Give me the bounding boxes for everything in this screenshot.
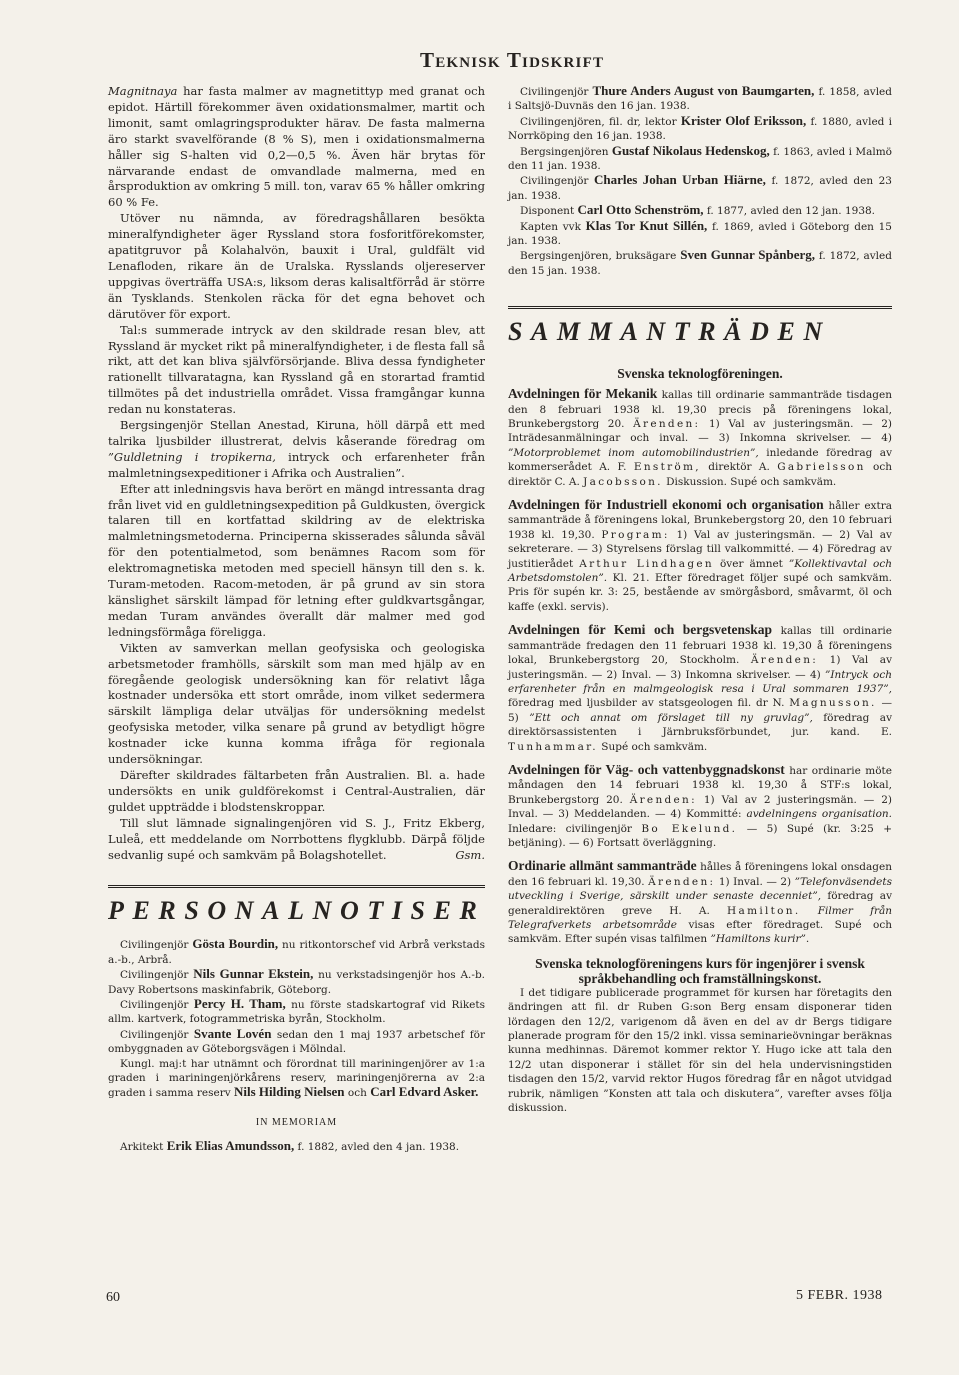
issue-date: 5 FEBR. 1938 [796, 1288, 883, 1303]
paragraph: Vikten av samverkan mellan geofysiska och geologiska arbetsmetoder framhölls, särskilt som man med hjälp av en föregående geologisk undersökning kan för relativt låga kostnader undersöka ett stort område, inom vilket sedermera särskilt lämpliga delar utväljas för undersökning medelst geofysiska metoder, vilka senare på grund av betydligt högre kostnader icke kunna komma ifråga för regionala undersökningar. [108, 640, 485, 767]
meeting-notice-ordinarie: Ordinarie allmänt sammanträde hålles å föreningens lokal onsdagen den 16 februari kl. 19,30. Ärenden: 1) Inval. — 2) ”Telefonväsendets utveckling i Sverige, särskilt under senaste decenniet”, föredrag av generaldirektören greve H. A. Hamilton. Filmer från Telegrafverkets arbetsområde visas efter föredraget. Supé och samkväm. Efter supén visas talfilmen ”Hamiltons kurir”. [508, 858, 892, 946]
obituary-item: Civilingenjör Charles Johan Urban Hiärne, f. 1872, avled den 23 jan. 1938. [508, 172, 892, 202]
meeting-notice-vag-vattenbyggnad: Avdelningen för Väg- och vattenbyggnadskonst har ordinarie möte måndagen den 14 februari 1938 kl. 19,30 å STF:s lokal, Brunkebergstorg 20. Ärenden: 1) Val av 2 justeringsmän. — 2) Inval. — 3) Meddelanden. — 4) Kommitté: avdelningens organisation. Inledare: civilingenjör Bo Ekelund. — 5) Supé (kr. 3:25 + betjäning). — 6) Fortsatt överläggning. [508, 761, 893, 849]
obituary-item: Kapten vvk Klas Tor Knut Sillén, f. 1869, avled i Göteborg den 15 jan. 1938. [508, 217, 892, 248]
author-signature: Gsm. [455, 847, 485, 862]
paragraph: Magnitnaya har fasta malmer av magnetittyp med granat och epidot. Härtill förekommer även oxidationsmalmer, martit och limonit, samt omlagringsprodukter härav. De fasta malmerna äro starkt svavelförande (8 % S), men i oxidationsmalmerna håller sig S-halten vid 0,2—0,5 %. Även här brytas för närvarande endast de omvandlade malmerna, med en årsproduktion av omkring 5 mill. ton, varav 65 % håller omkring 60 % Fe. [108, 84, 485, 210]
journal-masthead: Teknisk Tidskrift [420, 48, 605, 72]
obituary-item: Arkitekt Erik Elias Amundsson, f. 1882, avled den 4 jan. 1938. [120, 1137, 460, 1153]
paragraph: Därefter skildrades fältarbeten från Australien. Bl. a. hade undersökts en unik guldförekomst i Central-Australien, där guldet uppträdde i blodstenskroppar. [108, 767, 485, 814]
obituary-item: Disponent Carl Otto Schenström, f. 1877, avled den 12 jan. 1938. [520, 202, 876, 218]
notice-item: Civilingenjör Gösta Bourdin, nu ritkontorschef vid Arbrå verkstads a.-b., Arbrå. [108, 936, 485, 966]
course-body: I det tidigare publicerade programmet för kursen har företagits den ändringen att fil. dr Ruben G:son Berg ensam disponerar tiden lördagen den 12/2, varigenom då även en del av dr Bergs tidigare planerade program för den 15/2 inkl. vissa seminarieövningar beräknas kunna medhinnas. Däremot kommer rektor Y. Hugo icke att tala den 12/2 utan disponerar i stället för sin del hela undervisningstiden tisdagen den 15/2, varvid rektor Hugos föredrag får en något utvidgad rubrik, nämligen ”Konsten att tala och diskutera”, varefter avses följa diskussion. [508, 986, 892, 1115]
course-heading: Svenska teknologföreningens kurs för ingenjörer i svensk språkbehandling och framställningskonst. [535, 955, 865, 986]
obituary-item: Bergsingenjören Gustaf Nikolaus Hedenskog, f. 1863, avled i Malmö den 11 jan. 1938. [508, 142, 893, 173]
spacer [108, 1131, 485, 1139]
section-title-sammantraden: SAMMANTRÄDEN [508, 306, 892, 348]
paragraph: Till slut lämnade signalingenjören vid S. J., Fritz Ekberg, Luleå, ett meddelande om Norrbottens flygklubb. Därpå följde sedvanlig supé och samkväm på Bolagshotellet. Gsm. [108, 815, 485, 862]
obituary-item: Civilingenjör Thure Anders August von Baumgarten, f. 1858, avled i Saltsjö-Duvnäs den 16 jan. 1938. [508, 83, 892, 113]
paragraph: Bergsingenjör Stellan Anestad, Kiruna, höll därpå ett med talrika ljusbilder illustrerat, delvis kåserande föredrag om ”Guldletning i tropikerna, intryck och erfarenheter från malmletningsexpeditioner i Afrika och Australien”. [108, 418, 486, 480]
section-title-personalnotiser: PERSONALNOTISER [108, 885, 485, 927]
notice-item: Civilingenjör Percy H. Tham, nu förste stadskartograf vid Rikets allm. kartverk, fotogrammetriska byrån, Stockholm. [108, 996, 486, 1026]
paragraph: Efter att inledningsvis hava berört en mängd intressanta drag från livet vid en guldletningsexpedition på Guldkusten, övergick talaren till en kortfattad skildring av de elektriska malmletningsmetoderna. Principerna skisserades sålunda såväl för den potentialmetod, som benämnes Racom som för elektromagnetiska metoden med speciell hänsyn till den s. k. Turam-metoden. Racom-metoden, är på grund av sin stora känslighet särskilt lämpad för letning efter guldkvartsgångar, medan Turam användes överallt där malmer med god ledningsförmåga föreligga. [108, 481, 485, 639]
right-column [508, 84, 892, 1115]
spacer [508, 278, 892, 306]
notice-item: Civilingenjör Nils Gunnar Ekstein, nu verkstadsingenjör hos A.-b. Davy Robertsons maskinfabrik, Göteborg. [108, 966, 486, 996]
notice-item: Kungl. maj:t har utnämnt och förordnat till mariningenjörer av 1:a graden i mariningenjörkårens reserv, mariningenjörerna av 2:a graden i samma reserv Nils Hilding Nielsen och Carl Edvard Asker. [108, 1057, 485, 1100]
meeting-notice-industriell-ekonomi: Avdelningen för Industriell ekonomi och organisation håller extra sammanträde å föreningens lokal, Brunkebergstorg 20, den 10 februari 1938 kl. 19,30. Program: 1) Val av justeringsmän. — 2) Val av sekreterare. — 3) Styrelsens förslag till valkommitté. — 4) Föredrag av justitierådet Arthur Lindhagen över ämnet ”Kollektivavtal och Arbetsdomstolen”. Kl. 21. Efter föredraget följer supé och samkväm. Pris för supén kr. 3: 25, bestående av smörgåsbord, småvarmt, öl och kaffe (exkl. servis). [508, 497, 892, 613]
in-memoriam-heading: IN MEMORIAM [255, 1116, 338, 1128]
spacer [108, 863, 485, 885]
spacer [108, 1101, 485, 1115]
spacer [508, 947, 892, 956]
society-heading: Svenska teknologföreningen. [617, 366, 783, 382]
obituary-item: Bergsingenjören, bruksägare Sven Gunnar Spånberg, f. 1872, avled den 15 jan. 1938. [508, 247, 892, 277]
spacer [508, 348, 892, 366]
meeting-notice-kemi: Avdelningen för Kemi och bergsvetenskap kallas till ordinarie sammanträde fredagen den 11 februari 1938 kl. 19,30 å föreningens lokal, Brunkebergstorg 20, Stockholm. Ärenden: 1) Val av justeringsmän. — 2) Inval. — 3) Inkomna skrivelser. — 4) ”Intryck och erfarenheter från en malmgeologisk resa i Ural sommaren 1937”, föredrag med ljusbilder av statsgeologen fil. dr N. Magnusson. — 5) ”Ett och annat om förslaget till ny gruvlag”, föredrag av direktörsassistenten i Järnbruksförbundet, jur. kand. E. Tunhammar. Supé och samkväm. [508, 622, 893, 753]
page-number: 60 [106, 1290, 120, 1305]
paragraph: Tal:s summerade intryck av den skildrade resan blev, att Ryssland är mycket rikt på mineralfyndigheter, i de flesta fall så rikt, att det kan bliva självförsörjande. Bliva dessa fyndigheter rationellt tillvaratagna, kan Ryssland gå en storartad framtid tillmötes på det industriella området. Vissa framgångar kunna redan nu konstateras. [108, 322, 485, 417]
paragraph: Utöver nu nämnda, av föredragshållaren besökta mineralfyndigheter äger Ryssland stora fosforitförekomster, apatitgruvor på Kolahalvön, bauxit i Ural, guldfält vid Lenafloden, rikare än de Uralska. Rysslands oljereserver uppgivas överträffa USA:s, liksom deras kalisaltförråd är större än Tysklands. Stenkolen räcka för det egna behovet och därutöver för export. [108, 211, 485, 321]
spacer [108, 927, 485, 937]
left-column [108, 84, 485, 1154]
notice-item: Civilingenjör Svante Lovén sedan den 1 maj 1937 arbetschef för ombyggnaden av Göteborgsvägen i Mölndal. [108, 1025, 486, 1056]
meeting-notice-mekanik: Avdelningen för Mekanik kallas till ordinarie sammanträde tisdagen den 8 februari 1938 kl. 19,30 precis på föreningens lokal, Brunkebergstorg 20. Ärenden: 1) Val av justeringsmän. — 2) Inträdesanmälningar och inval. — 3) Inkomna skrivelser. — 4) ”Motorproblemet inom automobilindustrien”, inledande föredrag av kommerserådet A. F. Enström, direktör A. Gabrielsson och direktör C. A. Jacobsson. Diskussion. Supé och samkväm. [508, 386, 892, 488]
obituary-item: Civilingenjören, fil. dr, lektor Krister Olof Eriksson, f. 1880, avled i Norrköping den 16 jan. 1938. [508, 112, 893, 143]
